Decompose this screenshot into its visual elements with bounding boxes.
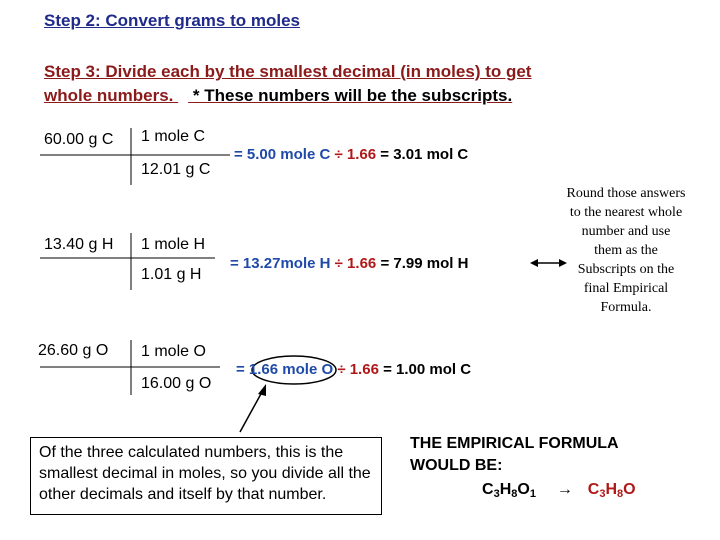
moles-hydrogen: = 13.27mole H bbox=[230, 255, 331, 272]
moles-carbon: = 5.00 mole C bbox=[234, 146, 331, 163]
divide-oxygen: ÷ 1.66 bbox=[337, 361, 379, 378]
empirical-formula-result bbox=[482, 479, 636, 505]
factor-top-hydrogen: 1 mole H bbox=[141, 236, 206, 253]
formula-unrounded: $C_3H_8O_1$ bbox=[482, 481, 536, 500]
factor-bottom-hydrogen: 1.01 g H bbox=[141, 266, 202, 283]
factor-bottom-oxygen: 16.00 g O bbox=[141, 375, 212, 392]
rounding-note: Round those answers to the nearest whole number and use them as the Subscripts on the final Empirical Formula. bbox=[566, 186, 686, 315]
arrow-icon: → bbox=[556, 481, 573, 498]
mass-carbon: 60.00 g C bbox=[44, 131, 114, 148]
factor-bottom-carbon: 12.01 g C bbox=[141, 161, 211, 178]
final-hydrogen: 7.99 mol H bbox=[393, 255, 469, 272]
step-3-line2-text: whole numbers. bbox=[44, 86, 174, 105]
final-carbon: 3.01 mol C bbox=[393, 146, 469, 163]
step-2-heading: Step 2: Convert grams to moles bbox=[44, 11, 301, 30]
empirical-formula-heading-line2: WOULD BE: bbox=[410, 457, 503, 474]
empirical-formula-heading-line1: THE EMPIRICAL FORMULA bbox=[410, 435, 619, 452]
factor-top-oxygen: 1 mole O bbox=[141, 343, 206, 360]
calc-oxygen bbox=[236, 361, 471, 378]
equals-carbon: = bbox=[380, 146, 390, 163]
divide-hydrogen: ÷ 1.66 bbox=[334, 255, 377, 272]
divide-carbon: ÷ 1.66 bbox=[334, 146, 377, 163]
factor-top-carbon: 1 mole C bbox=[141, 128, 206, 145]
formula-final: $C_3H_8O$ bbox=[587, 481, 636, 500]
smallest-decimal-explanation: Of the three calculated numbers, this is the smallest decimal in moles, so you divide all the other decimals and itself by that number. bbox=[30, 437, 382, 515]
step-3-note: * These numbers will be the subscripts. bbox=[192, 86, 513, 105]
step-3-heading-line1: Step 3: Divide each by the smallest decimal (in moles) to get bbox=[44, 62, 532, 81]
calc-carbon bbox=[234, 146, 468, 163]
calc-hydrogen bbox=[230, 255, 468, 272]
mass-oxygen: 26.60 g O bbox=[38, 342, 109, 359]
mass-hydrogen: 13.40 g H bbox=[44, 236, 114, 253]
equals-oxygen: = bbox=[383, 361, 392, 378]
equals-hydrogen: = bbox=[380, 255, 390, 272]
moles-oxygen: = 1.66 mole O bbox=[236, 361, 334, 378]
final-oxygen: 1.00 mol C bbox=[396, 361, 472, 378]
